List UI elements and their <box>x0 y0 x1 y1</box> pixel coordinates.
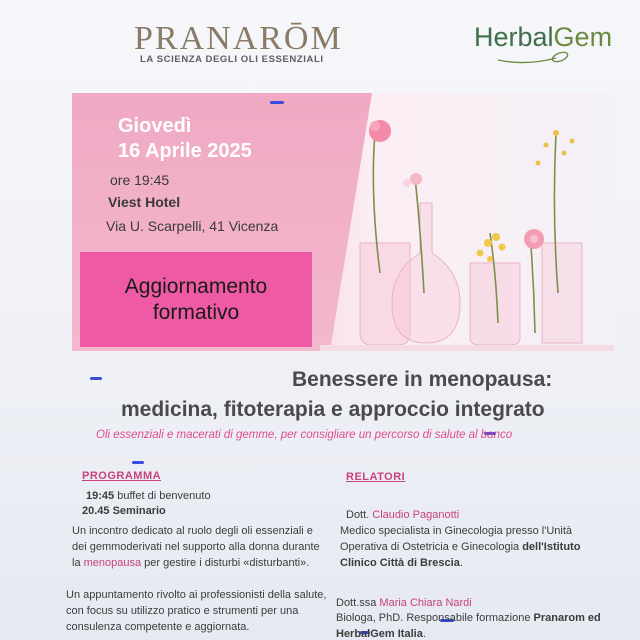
desc-bold: dell'Istituto Clinico Città di Brescia <box>340 541 581 569</box>
item-time: 20.45 <box>82 505 110 517</box>
marker-stroke <box>90 377 102 380</box>
relatori-heading: RELATORI <box>346 471 406 483</box>
event-type-badge <box>80 252 312 347</box>
event-address: Via U. Scarpelli, 41 Vicenza <box>106 218 279 234</box>
herbal-word: Herbal <box>474 22 554 52</box>
desc-bold: Pranarom ed HerbalGem Italia <box>336 612 601 640</box>
desc-text: Medico specialista in Ginecologia presso l'Unità Operativa di Ostetricia e Ginecologia <box>340 525 572 553</box>
marker-stroke <box>132 461 144 464</box>
speaker-name: Maria Chiara Nardi <box>379 597 472 609</box>
para-text: per gestire i disturbi «disturbanti». <box>141 557 310 569</box>
speaker-2-description <box>336 610 606 640</box>
desc-text: . <box>459 557 463 569</box>
herbalgem-logo <box>474 22 612 53</box>
gem-word: Gem <box>553 22 613 52</box>
event-date: 16 Aprile 2025 <box>118 140 252 162</box>
programma-paragraph-1 <box>72 523 324 571</box>
desc-text: Biologa, PhD. Responsabile formazione <box>336 612 534 624</box>
subtitle: Oli essenziali e macerati di gemme, per consigliare un percorso di salute al banco <box>96 429 513 441</box>
main-title-line1: Benessere in menopausa: <box>292 368 553 391</box>
leaf-icon <box>496 50 576 68</box>
speaker-2-name <box>336 595 472 611</box>
pranarom-logo: PRANARŌM <box>134 20 343 57</box>
item-text: buffet di benvenuto <box>117 490 211 502</box>
speaker-1-description <box>340 523 610 571</box>
speaker-name: Claudio Paganotti <box>372 509 460 521</box>
speaker-title: Dott.ssa <box>336 597 377 609</box>
item-text: Seminario <box>112 505 166 517</box>
desc-text: . <box>422 628 426 640</box>
badge-label: Aggiornamento formativo <box>124 274 268 324</box>
flowers-in-glassware-image <box>320 93 614 351</box>
para-highlight: menopausa <box>83 557 142 569</box>
event-day: Giovedì <box>118 115 192 137</box>
marker-stroke <box>270 101 284 104</box>
programma-item-buffet <box>86 488 211 504</box>
para-text: Un incontro dedicato al ruolo degli oli essenziali e dei gemmoderivati nel supporto alla donna durante la <box>72 525 320 569</box>
programma-paragraph-2: Un appuntamento rivolto ai professionisti della salute, con focus su utilizzo pratico e strumenti per una consulenza competente e aggiornata. <box>66 589 327 633</box>
event-time: ore 19:45 <box>110 172 170 188</box>
programma-heading: PROGRAMMA <box>82 470 162 482</box>
pranarom-tagline: LA SCIENZA DEGLI OLI ESSENZIALI <box>140 54 324 65</box>
programma-item-seminario <box>82 503 166 519</box>
speaker-1-name <box>346 507 459 523</box>
speaker-title: Dott. <box>346 509 370 521</box>
event-venue: Viest Hotel <box>108 194 181 210</box>
item-time: 19:45 <box>86 490 115 502</box>
main-title-line2: medicina, fitoterapia e approccio integrato <box>121 398 545 421</box>
